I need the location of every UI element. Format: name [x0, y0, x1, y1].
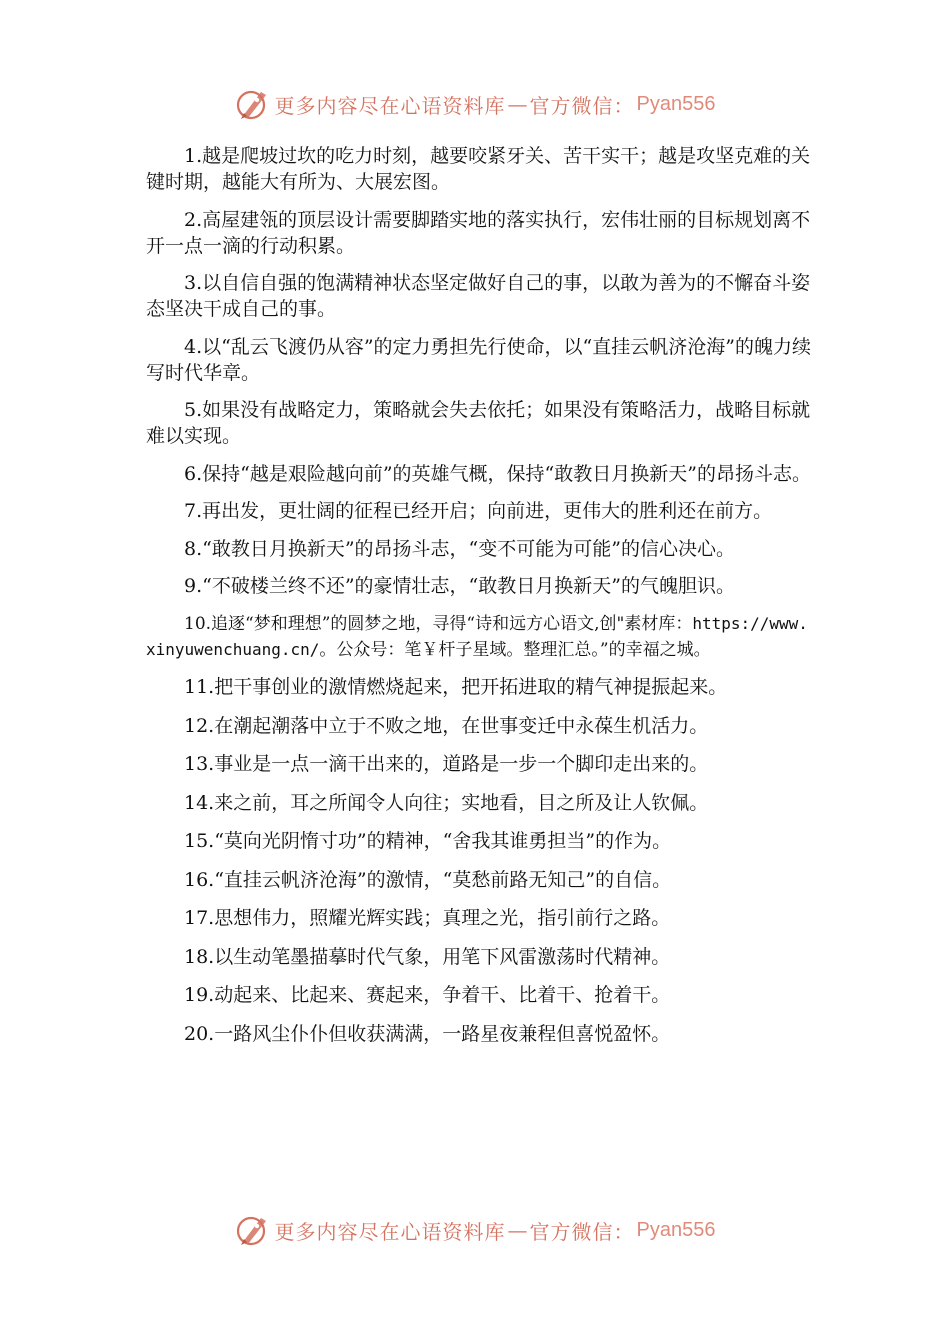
- list-item: 20.一路风尘仆仆但收获满满，一路星夜兼程但喜悦盈怀。: [184, 1022, 671, 1045]
- list-item: 5.如果没有战略定力，策略就会失去依托；如果没有策略活力，战略目标就难以实现。: [146, 399, 811, 447]
- banner-text: 更多内容尽在心语资料库: [274, 93, 506, 118]
- document-body: [146, 143, 811, 1047]
- pen-logo-icon: [235, 1212, 271, 1248]
- list-item: 8.“敢教日月换新天”的昂扬斗志，“变不可能为可能”的信心决心。: [184, 537, 735, 560]
- list-item: 3.以自信自强的饱满精神状态坚定做好自己的事，以敢为善为的不懈奋斗姿态坚决干成自己的事。: [146, 272, 811, 320]
- footer-banner: [0, 1210, 950, 1250]
- list-item: 15.“莫向光阴惰寸功”的精神，“舍我其谁勇担当”的作为。: [184, 830, 672, 852]
- item10-url: https://www.xinyuwenchuang.cn/: [146, 613, 808, 659]
- banner-separator: —: [507, 92, 528, 116]
- list-item: 7.再出发，更壮阔的征程已经开启；向前进，更伟大的胜利还在前方。: [184, 500, 773, 522]
- banner-text: 更多内容尽在心语资料库: [274, 1219, 506, 1244]
- list-item: 11.把干事创业的激情燃烧起来，把开拓进取的精气神提振起来。: [184, 676, 728, 698]
- list-item: 14.来之前，耳之所闻令人向往；实地看，目之所及让人钦佩。: [184, 791, 709, 814]
- banner-wechat-id: Pyan556: [636, 92, 716, 115]
- list-item: 6.保持“越是艰险越向前”的英雄气概，保持“敢教日月换新天”的昂扬斗志。: [184, 462, 811, 485]
- list-item: 1.越是爬坡过坎的吃力时刻，越要咬紧牙关、苦干实干；越是攻坚克难的关键时期，越能大有所为、大展宏图。: [146, 145, 811, 193]
- list-item: 9.“不破楼兰终不还”的豪情壮志，“敢教日月换新天”的气魄胆识。: [184, 575, 735, 597]
- list-item: 12.在潮起潮落中立于不败之地，在世事变迁中永葆生机活力。: [184, 714, 709, 737]
- list-item: 13.事业是一点一滴干出来的，道路是一步一个脚印走出来的。: [184, 753, 709, 775]
- list-item: 16.“直挂云帆济沧海”的激情，“莫愁前路无知己”的自信。: [184, 868, 672, 891]
- header-banner: [0, 84, 950, 124]
- banner-wechat-id: Pyan556: [636, 1218, 716, 1241]
- list-item-10: [146, 611, 811, 663]
- banner-separator: —: [507, 1218, 528, 1242]
- list-item: 2.高屋建瓴的顶层设计需要脚踏实地的落实执行，宏伟壮丽的目标规划离不开一点一滴的行动积累。: [146, 208, 811, 257]
- list-item: 18.以生动笔墨描摹时代气象，用笔下风雷激荡时代精神。: [184, 945, 671, 968]
- banner-wechat-label: 官方微信：: [529, 1219, 635, 1244]
- banner-wechat-label: 官方微信：: [529, 93, 635, 118]
- pen-logo-icon: [235, 86, 271, 122]
- list-item: 4.以“乱云飞渡仍从容”的定力勇担先行使命，以“直挂云帆济沧海”的魄力续写时代华章。: [146, 335, 811, 384]
- list-item: 19.动起来、比起来、赛起来，争着干、比着干、抢着干。: [184, 984, 671, 1006]
- list-item: 17.思想伟力，照耀光辉实践；真理之光，指引前行之路。: [184, 907, 671, 929]
- item10-suffix: 。公众号：笔￥杆子星域。整理汇总。”的幸福之城。: [319, 639, 711, 660]
- item10-prefix: 10.追逐“梦和理想”的圆梦之地，寻得“诗和远方心语文,创"素材库：: [184, 613, 693, 634]
